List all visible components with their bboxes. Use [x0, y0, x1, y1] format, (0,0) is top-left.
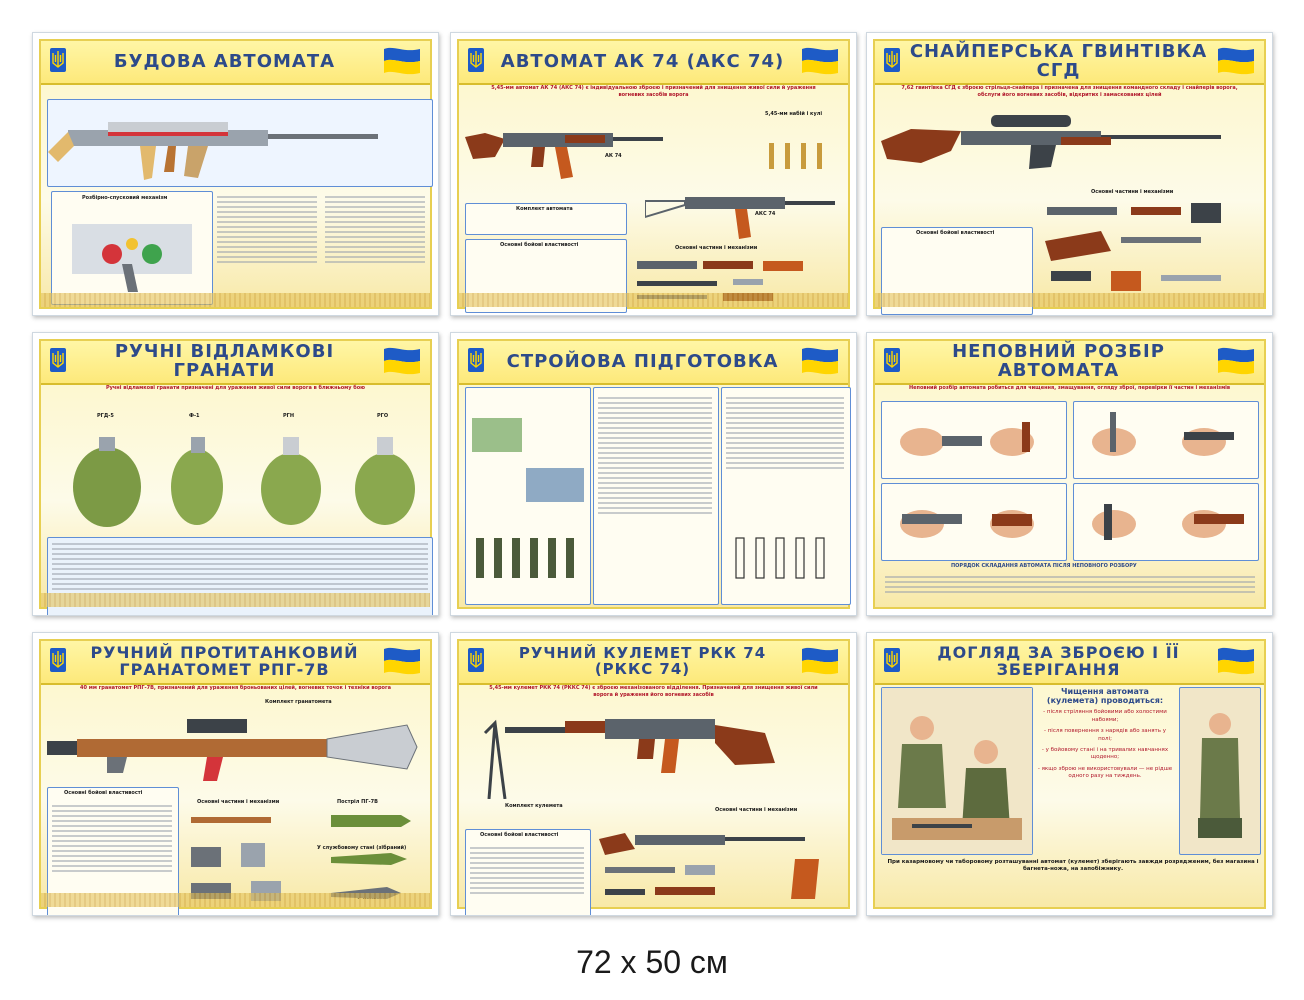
- soldier-figures: [726, 528, 846, 598]
- poster-disassembly: [866, 332, 1273, 616]
- aks74-illustration: [645, 177, 845, 247]
- grenade-label-rgo: РГО: [377, 413, 389, 419]
- wheat-border: [875, 293, 1264, 307]
- wheat-border: [41, 593, 430, 607]
- poster-header: [875, 41, 1264, 85]
- props-rows: [470, 844, 584, 897]
- grenade-label-f1: Ф-1: [189, 413, 200, 419]
- soldiers-cleaning-illustration: [882, 688, 1032, 854]
- poster-subtitle: Неповний розбір автомата робиться для чищення, змащування, огляду зброї, перевірки її частин і механізмів: [908, 385, 1231, 391]
- poster-title: СНАЙПЕРСЬКА ГВИНТІВКА СГД: [909, 41, 1208, 81]
- poster-subtitle: Ручні відламкові гранати призначені для ураження живої сили ворога в ближньому бою: [105, 385, 366, 391]
- poster-weapon-care: [866, 632, 1273, 916]
- poster-title: АВТОМАТ АК 74 (АКС 74): [500, 50, 785, 72]
- step-panel-2: [1073, 401, 1259, 479]
- flag-icon: [382, 45, 422, 77]
- drill-photo-2: [526, 468, 584, 502]
- poster-header: [41, 341, 430, 385]
- poster-body: [47, 411, 424, 601]
- trident-icon: [467, 347, 485, 373]
- grenades-illustration: [47, 423, 431, 533]
- hands-illustration: [1074, 484, 1258, 560]
- drill-text-3: [726, 394, 844, 472]
- cleaning-text: [1037, 687, 1173, 853]
- trident-icon: [49, 47, 67, 73]
- cleaning-item-3: - у бойовому стані і на тривалих навчаннях щоденно;: [1041, 747, 1169, 761]
- props-label: Основні бойові властивості: [64, 790, 143, 796]
- poster-subtitle: 5,45-мм автомат АК 74 (АКС 74) є індивідуальною зброєю і призначений для знищення живої сили й ураження вогневих засобів ворога: [491, 85, 816, 98]
- complect-label: Комплект кулемета: [505, 803, 563, 809]
- flag-icon: [382, 645, 422, 677]
- parts-label: Основні частини і механізми: [675, 245, 758, 251]
- trident-icon: [883, 647, 901, 673]
- props-box: [465, 829, 591, 916]
- poster-title: РУЧНИЙ КУЛЕМЕТ РКК 74 (РККС 74): [518, 644, 767, 678]
- poster-header: [41, 41, 430, 85]
- soldier-illustration: [1180, 688, 1260, 854]
- drill-column-2: [593, 387, 719, 605]
- ak74-illustration: [465, 107, 765, 187]
- hands-illustration: [1074, 402, 1258, 478]
- ak74-label: АК 74: [605, 153, 622, 159]
- poster-drill: [450, 332, 857, 616]
- poster-title: РУЧНІ ВІДЛАМКОВІ ГРАНАТИ: [114, 341, 335, 381]
- poster-rpk74: [450, 632, 857, 916]
- trident-icon: [883, 47, 901, 73]
- flag-icon: [800, 645, 840, 677]
- poster-title: РУЧНИЙ ПРОТИТАНКОВИЙ ГРАНАТОМЕТ РПГ-7В: [90, 643, 359, 679]
- flag-icon: [382, 345, 422, 377]
- wheat-border: [41, 893, 430, 907]
- shot-label: Постріл ПГ-7В: [337, 799, 378, 805]
- drill-column-3: [721, 387, 851, 605]
- order-steps: [885, 573, 1255, 596]
- poster-title: ДОГЛЯД ЗА ЗБРОЄЮ І ЇЇ ЗБЕРІГАННЯ: [937, 643, 1180, 679]
- poster-ak74: [450, 32, 857, 316]
- flag-icon: [800, 345, 840, 377]
- trident-icon: [467, 47, 485, 73]
- grenade-label-rgn: РГН: [283, 413, 295, 419]
- trident-icon: [49, 347, 67, 373]
- poster-title: НЕПОВНИЙ РОЗБІР АВТОМАТА: [952, 341, 1165, 381]
- poster-title: СТРОЙОВА ПІДГОТОВКА: [506, 350, 779, 372]
- poster-body: [881, 687, 1258, 901]
- cleaning-scene-left: [881, 687, 1033, 855]
- parts-illustration: [595, 819, 845, 916]
- poster-svd: [866, 32, 1273, 316]
- props-label: Основні бойові властивості: [916, 230, 995, 236]
- poster-rpg7: [32, 632, 439, 916]
- complect-label: Комплект гранатомета: [265, 699, 332, 705]
- drill-photo-1: [472, 418, 522, 452]
- part-list-2: [325, 193, 425, 266]
- poster-header: [459, 41, 848, 85]
- drill-column-1: [465, 387, 591, 605]
- step-panel-3: [881, 483, 1067, 561]
- cleaning-scene-right: [1179, 687, 1261, 855]
- parts-label: Основні частини і механізми: [197, 799, 280, 805]
- poster-grenades: [32, 332, 439, 616]
- poster-body: [47, 699, 424, 901]
- aks74-label: АКС 74: [755, 211, 776, 217]
- poster-body: [47, 99, 424, 301]
- cleaning-title: Чищення автомата (кулемета) проводиться:: [1046, 687, 1164, 706]
- props-rows: [52, 802, 172, 875]
- cleaning-item-4: - якщо зброю не використовували — не рідше одного разу на тиждень.: [1037, 765, 1173, 780]
- flag-icon: [1216, 645, 1256, 677]
- trigger-mechanism-panel: [51, 191, 213, 305]
- poster-header: [875, 341, 1264, 385]
- rifle-cutaway-panel: [47, 99, 433, 187]
- wheat-border: [459, 293, 848, 307]
- step-panel-1: [881, 401, 1067, 479]
- grenade-label-rgd5: РГД-5: [97, 413, 114, 419]
- trident-icon: [49, 647, 67, 673]
- soldier-figures: [468, 528, 588, 598]
- order-label: ПОРЯДОК СКЛАДАННЯ АВТОМАТА ПІСЛЯ НЕПОВНОГО РОЗБОРУ: [951, 563, 1137, 569]
- poster-body: [465, 387, 842, 601]
- poster-subtitle: 7,62 гвинтівка СГД є зброєю стрільця-снайпера і призначена для знищення командного складу і снайперів ворога, обслуги його вогневих засобів, відкритих і замаскованих цілей: [901, 85, 1238, 98]
- poster-header: [459, 341, 848, 385]
- hands-illustration: [882, 402, 1066, 478]
- storage-text: При казармовому чи таборовому розташуванні автомат (кулемет) зберігають завжди розрядженим, без магазина і багнета-ножа, на запобіжнику.: [887, 859, 1259, 873]
- cleaning-item-1: - після стріляння бойовими або холостими набоями;: [1043, 709, 1167, 723]
- poster-body: [465, 107, 842, 301]
- cleaning-item-2: - після повернення з нарядів або занять у полі;: [1043, 728, 1167, 742]
- ammo-icons: [765, 137, 845, 177]
- flag-icon: [1216, 45, 1256, 77]
- rpk74-illustration: [465, 703, 785, 799]
- svd-illustration: [881, 107, 1261, 177]
- service-label: У службовому стані (зібраний): [317, 845, 407, 851]
- mechanism-label: Розбірно-спусковий механізм: [82, 195, 168, 201]
- flag-icon: [800, 45, 840, 77]
- poster-subtitle: 40 мм гранатомет РПГ-7В, призначений для ураження броньованих цілей, вогневих точок і техніки ворога: [80, 685, 391, 691]
- complect-label: Комплект автомата: [516, 206, 573, 212]
- parts-label: Основні частини і механізми: [715, 807, 798, 813]
- table-rows: [52, 540, 428, 593]
- complect-box: [465, 203, 627, 235]
- flag-icon: [1216, 345, 1256, 377]
- trident-icon: [883, 347, 901, 373]
- size-caption: 72 x 50 см: [576, 944, 728, 980]
- drill-text-2: [598, 394, 712, 517]
- poster-subtitle: 5,45-мм кулемет РКК 74 (РККС 74) є зброєю механізованого відділення. Призначений для знищення живої сили ворога й ураження його вогневих засобів: [489, 685, 818, 698]
- poster-body: [881, 107, 1258, 301]
- poster-header: [459, 641, 848, 685]
- trigger-illustration: [52, 204, 212, 304]
- rifle-cutaway-illustration: [48, 100, 432, 186]
- poster-body: [881, 401, 1258, 601]
- poster-rifle-structure: [32, 32, 439, 316]
- part-list-1: [217, 193, 317, 266]
- poster-header: [41, 641, 430, 685]
- ammo-label: 5,45-мм набій і кулі: [765, 111, 823, 117]
- poster-header: [875, 641, 1264, 685]
- hands-illustration: [882, 484, 1066, 560]
- parts-label: Основні частини і механізми: [1091, 189, 1174, 195]
- trident-icon: [467, 647, 485, 673]
- step-panel-4: [1073, 483, 1259, 561]
- poster-body: [465, 703, 842, 901]
- wheat-border: [41, 293, 430, 307]
- poster-title: БУДОВА АВТОМАТА: [113, 50, 336, 72]
- props-label: Основні бойові властивості: [500, 242, 579, 248]
- props-label: Основні бойові властивості: [480, 832, 559, 838]
- rpg7-illustration: [47, 711, 431, 781]
